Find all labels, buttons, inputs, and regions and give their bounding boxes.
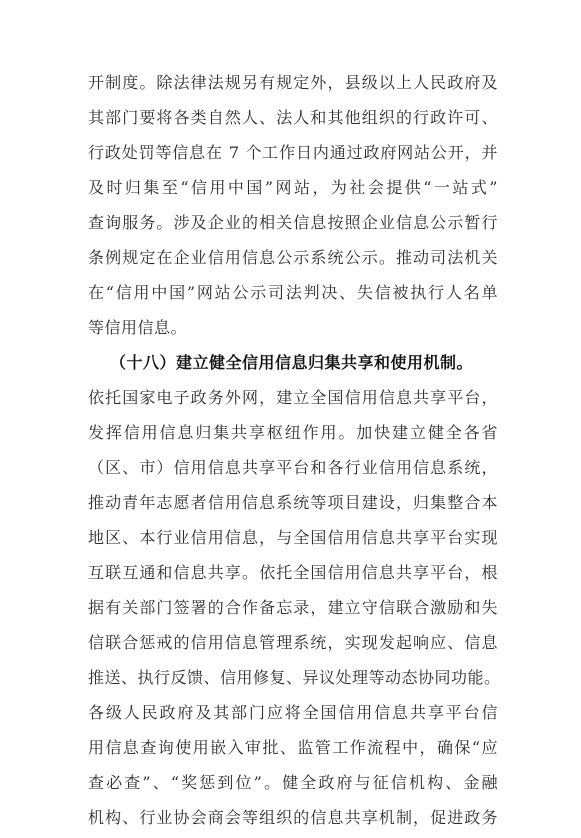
text-line: 查必查”、“奖惩到位”。健全政府与征信机构、金融 bbox=[88, 773, 498, 792]
text-line: 推动青年志愿者信用信息系统等项目建设，归集整合本 bbox=[88, 493, 498, 512]
text-line: 发挥信用信息归集共享枢纽作用。加快建立健全各省 bbox=[88, 423, 498, 442]
text-line: 条例规定在企业信用信息公示系统公示。推动司法机关 bbox=[88, 248, 498, 267]
text-line: 互联互通和信息共享。依托全国信用信息共享平台，根 bbox=[88, 563, 498, 582]
text-line: 查询服务。涉及企业的相关信息按照企业信息公示暂行 bbox=[88, 213, 498, 232]
section-heading-text: （十八）建立健全信用信息归集共享和使用机制。 bbox=[110, 353, 474, 372]
text-line: 及时归集至“信用中国”网站，为社会提供“一站式” bbox=[88, 178, 498, 197]
text-line: 信联合惩戒的信用信息管理系统，实现发起响应、信息 bbox=[88, 633, 498, 652]
text-line: 其部门要将各类自然人、法人和其他组织的行政许可、 bbox=[88, 108, 498, 127]
text-line: 据有关部门签署的合作备忘录，建立守信联合激励和失 bbox=[88, 598, 498, 617]
text-line: 开制度。除法律法规另有规定外，县级以上人民政府及 bbox=[88, 73, 498, 92]
text-line: 行政处罚等信息在 7 个工作日内通过政府网站公开，并 bbox=[88, 143, 498, 162]
section-heading bbox=[88, 343, 498, 383]
text-line: 机构、行业协会商会等组织的信息共享机制，促进政务 bbox=[88, 808, 498, 827]
text-line: 地区、本行业信用信息，与全国信用信息共享平台实现 bbox=[88, 528, 498, 547]
text-line: 在“信用中国”网站公示司法判决、失信被执行人名单 bbox=[88, 283, 498, 302]
text-line: 用信息查询使用嵌入审批、监管工作流程中，确保“应 bbox=[88, 738, 498, 757]
text-line: 推送、执行反馈、信用修复、异议处理等动态协同功能。 bbox=[88, 668, 501, 687]
text-line: （区、市）信用信息共享平台和各行业信用信息系统， bbox=[88, 458, 498, 477]
text-line: 各级人民政府及其部门应将全国信用信息共享平台信 bbox=[88, 703, 498, 722]
text-line: 等信用信息。 bbox=[88, 318, 188, 337]
text-line: 依托国家电子政务外网，建立全国信用信息共享平台， bbox=[88, 388, 498, 407]
